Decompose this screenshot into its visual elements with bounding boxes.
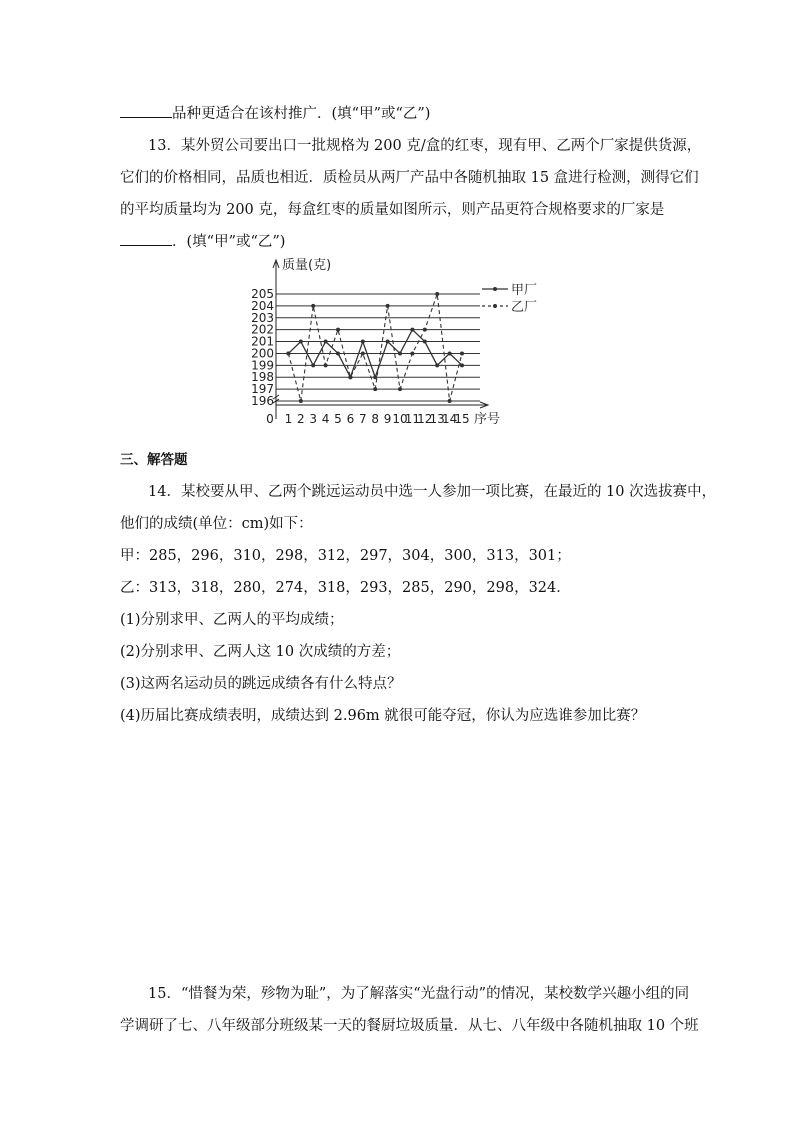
x-tick-label: 13 [429, 412, 445, 426]
data-point [460, 363, 464, 367]
series-line-yi [288, 294, 462, 401]
q12-tail [120, 102, 430, 123]
x-tick-label: 1 [284, 412, 293, 426]
data-point [348, 375, 352, 379]
x-tick-label: 11 [404, 412, 421, 426]
data-point [386, 304, 390, 308]
data-point [299, 399, 303, 403]
q13-line3: 的平均质量均为 200 克，每盒红枣的质量如图所示，则产品更符合规格要求的厂家是 [120, 202, 665, 218]
legend-marker [493, 287, 497, 291]
grid-lines [276, 294, 480, 401]
data-point [398, 351, 402, 355]
data-point [336, 328, 340, 332]
y-tick-label: 201 [251, 334, 274, 349]
quality-line-chart [244, 256, 554, 436]
q14-line1: 14．某校要从甲、乙两个跳远运动员中选一人参加一项比赛，在最近的 10 次选拔赛中， [148, 484, 717, 500]
y-tick-label: 197 [251, 382, 274, 397]
data-point [460, 351, 464, 355]
q14-jia-scores: 甲：285，296，310，298，312，297，304，300，313，301； [120, 548, 571, 564]
q14-part4: (4)历届比赛成绩表明，成绩达到 2.96m 就很可能夺冠，你认为应选谁参加比赛？ [120, 708, 646, 724]
y-tick-label: 205 [251, 287, 274, 301]
x-tick-label: 3 [309, 412, 318, 426]
answer-blank[interactable] [120, 231, 172, 246]
answer-blank[interactable] [120, 103, 172, 118]
y-tick-label: 202 [251, 322, 274, 337]
data-point [299, 340, 303, 344]
y-tick-label: 204 [251, 298, 274, 313]
data-point [324, 363, 328, 367]
data-point [336, 351, 340, 355]
data-point [410, 328, 414, 332]
y-tick-label: 198 [251, 370, 274, 385]
data-point [311, 304, 315, 308]
data-point [423, 340, 427, 344]
q14-yi-scores: 乙：313，318，280，274，318，293，285，290，298，324． [120, 580, 571, 596]
x-tick-label: 15 [454, 412, 470, 426]
q14-part2: (2)分别求甲、乙两人这 10 次成绩的方差； [120, 644, 401, 660]
data-point [286, 351, 290, 355]
legend-label: 甲厂 [511, 283, 538, 298]
x-tick-label: 9 [383, 412, 392, 426]
data-point [373, 387, 377, 391]
series-layer [286, 292, 464, 403]
y-tick-label: 200 [251, 346, 274, 361]
legend-label: 乙厂 [511, 300, 538, 315]
data-point [361, 340, 365, 344]
q13-line4 [120, 230, 285, 251]
q15-line2: 学调研了七、八年级部分班级某一天的餐厨垃圾质量．从七、八年级中各随机抽取 10 个班 [120, 1018, 699, 1034]
data-point [311, 363, 315, 367]
q14-part1: (1)分别求甲、乙两人的平均成绩； [120, 612, 344, 628]
x-tick-label: 4 [321, 412, 330, 426]
x-tick-label: 10 [392, 412, 408, 426]
data-point [435, 292, 439, 296]
q13-line2: 它们的价格相同，品质也相近．质检员从两厂产品中各随机抽取 15 盒进行检测，测得它们 [120, 170, 699, 186]
data-point [423, 328, 427, 332]
legend-marker [493, 304, 497, 308]
q13-line1: 13．某外贸公司要出口一批规格为 200 克/盒的红枣，现有甲、乙两个厂家提供货源， [148, 138, 702, 154]
q14-part3: (3)这两名运动员的跳远成绩各有什么特点？ [120, 676, 402, 692]
legend [482, 283, 537, 315]
data-point [410, 351, 414, 355]
data-point [324, 340, 328, 344]
x-tick-label: 8 [371, 412, 380, 426]
data-point [386, 340, 390, 344]
q14-line2: 他们的成绩(单位：cm)如下： [120, 516, 313, 532]
y-axis-label: 质量(克) [282, 258, 332, 273]
y-tick-label: 203 [251, 310, 274, 325]
data-point [361, 351, 365, 355]
q12-tail-text: 品种更适合在该村推广．(填“甲”或“乙”) [172, 106, 431, 122]
x-tick-label: 2 [296, 412, 305, 426]
x-tick-label: 7 [358, 412, 367, 426]
x-tick-label: 5 [334, 412, 342, 426]
x-tick-label: 6 [346, 412, 355, 426]
section-title: 三、解答题 [120, 452, 188, 468]
x-axis-label: 序号 [474, 412, 501, 427]
q13-line4-text: ．(填“甲”或“乙”) [172, 234, 286, 250]
data-point [435, 363, 439, 367]
x-tick-label: 12 [417, 412, 433, 426]
data-point [448, 351, 452, 355]
y-tick-label: 199 [251, 358, 274, 373]
x-tick-label: 14 [441, 412, 458, 426]
data-point [448, 399, 452, 403]
q15-line1: 15．“惜餐为荣，殄物为耻”，为了解落实“光盘行动”的情况，某校数学兴趣小组的同 [148, 986, 690, 1002]
y-tick-label: 196 [251, 394, 274, 408]
origin-label: 0 [266, 412, 274, 426]
data-point [398, 387, 402, 391]
